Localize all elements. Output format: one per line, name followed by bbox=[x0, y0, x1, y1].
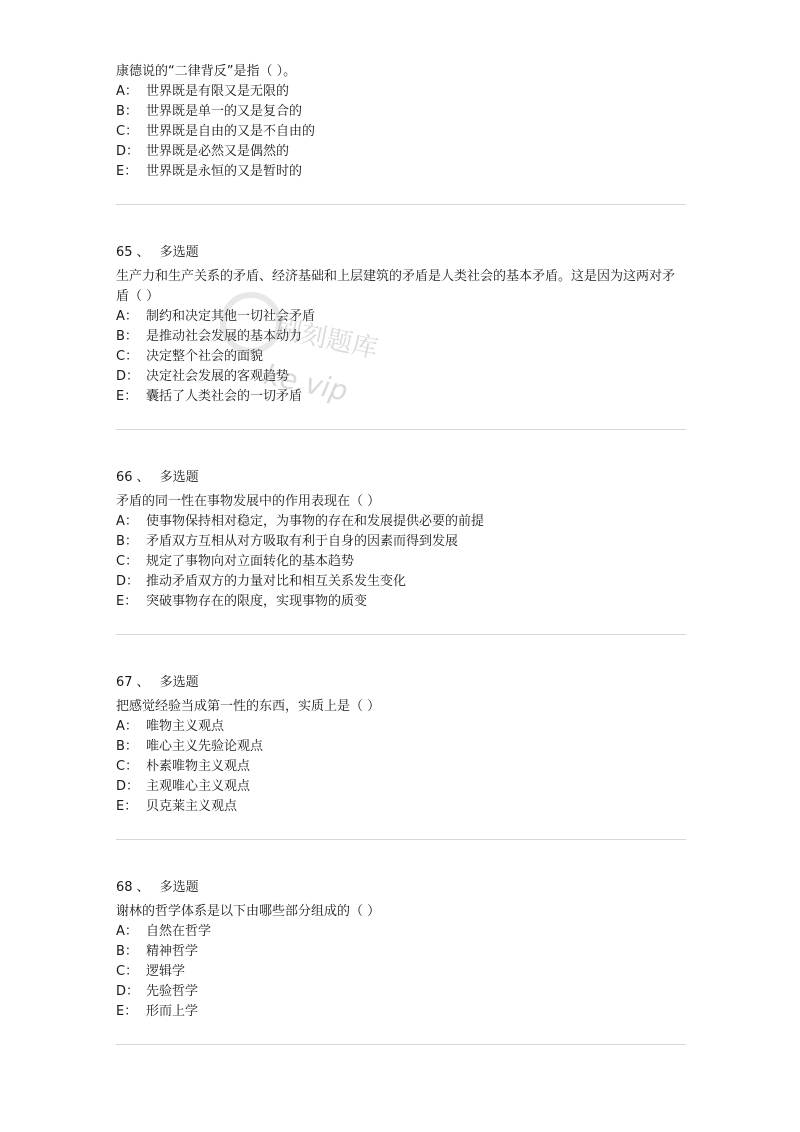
option-text: 使事物保持相对稳定，为事物的存在和发展提供必要的前提 bbox=[146, 514, 485, 529]
option-letter: E： bbox=[116, 1004, 138, 1019]
question-divider bbox=[116, 429, 686, 430]
option-text: 逻辑学 bbox=[146, 964, 186, 979]
option-letter: D： bbox=[116, 369, 140, 384]
option-text: 决定整个社会的面貌 bbox=[146, 349, 264, 364]
option-letter: E： bbox=[116, 799, 138, 814]
question-page bbox=[116, 62, 686, 1045]
question-number: 65 bbox=[116, 245, 133, 260]
option-letter: A： bbox=[116, 924, 138, 939]
option-text: 是推动社会发展的基本动力 bbox=[146, 329, 303, 344]
option-letter: A： bbox=[116, 514, 138, 529]
separator: 、 bbox=[136, 470, 150, 485]
option-d bbox=[116, 367, 686, 387]
option-text: 世界既是永恒的又是暂时的 bbox=[146, 164, 303, 179]
option-a bbox=[116, 512, 686, 532]
question-stem: 矛盾的同一性在事物发展中的作用表现在（ ） bbox=[116, 494, 381, 509]
question-divider bbox=[116, 1044, 686, 1045]
option-text: 世界既是单一的又是复合的 bbox=[146, 104, 303, 119]
option-text: 推动矛盾双方的力量对比和相互关系发生变化 bbox=[146, 574, 407, 589]
option-letter: D： bbox=[116, 144, 140, 159]
question-stem: 把感觉经验当成第一性的东西，实质上是（ ） bbox=[116, 699, 381, 714]
option-letter: B： bbox=[116, 739, 138, 754]
option-c bbox=[116, 122, 686, 142]
option-text: 形而上学 bbox=[146, 1004, 199, 1019]
option-b bbox=[116, 532, 686, 552]
option-e bbox=[116, 797, 686, 817]
question-65 bbox=[116, 243, 686, 430]
question-64 bbox=[116, 62, 686, 205]
option-letter: C： bbox=[116, 124, 139, 139]
option-c bbox=[116, 962, 686, 982]
option-d bbox=[116, 572, 686, 592]
option-d bbox=[116, 777, 686, 797]
question-stem: 康德说的“二律背反”是指（ ）。 bbox=[116, 64, 297, 79]
option-text: 世界既是必然又是偶然的 bbox=[146, 144, 290, 159]
option-text: 唯物主义观点 bbox=[146, 719, 225, 734]
option-text: 先验哲学 bbox=[146, 984, 199, 999]
option-letter: C： bbox=[116, 964, 139, 979]
option-b bbox=[116, 942, 686, 962]
option-a bbox=[116, 717, 686, 737]
question-67 bbox=[116, 673, 686, 840]
option-text: 制约和决定其他一切社会矛盾 bbox=[146, 309, 316, 324]
question-stem: 谢林的哲学体系是以下由哪些部分组成的（ ） bbox=[116, 904, 381, 919]
option-text: 矛盾双方互相从对方吸取有利于自身的因素而得到发展 bbox=[146, 534, 459, 549]
watermark-url: ke.vip bbox=[261, 358, 351, 408]
question-divider bbox=[116, 204, 686, 205]
option-d bbox=[116, 982, 686, 1002]
question-type: 多选题 bbox=[159, 675, 199, 690]
option-letter: A： bbox=[116, 84, 138, 99]
option-letter: D： bbox=[116, 779, 140, 794]
option-c bbox=[116, 552, 686, 572]
question-type: 多选题 bbox=[159, 880, 199, 895]
option-d bbox=[116, 142, 686, 162]
option-b bbox=[116, 737, 686, 757]
option-text: 世界既是有限又是无限的 bbox=[146, 84, 290, 99]
option-e bbox=[116, 162, 686, 182]
watermark-text: 刷刻题库 bbox=[272, 313, 381, 365]
option-text: 主观唯心主义观点 bbox=[146, 779, 251, 794]
option-c bbox=[116, 347, 686, 367]
question-66 bbox=[116, 468, 686, 635]
question-header bbox=[116, 243, 686, 263]
option-text: 规定了事物向对立面转化的基本趋势 bbox=[146, 554, 355, 569]
separator: 、 bbox=[136, 675, 150, 690]
option-text: 唯心主义先验论观点 bbox=[146, 739, 264, 754]
question-header bbox=[116, 468, 686, 488]
separator: 、 bbox=[136, 245, 150, 260]
option-e bbox=[116, 592, 686, 612]
question-header bbox=[116, 878, 686, 898]
option-letter: C： bbox=[116, 349, 139, 364]
question-number: 66 bbox=[116, 470, 133, 485]
option-letter: C： bbox=[116, 554, 139, 569]
question-type: 多选题 bbox=[159, 470, 199, 485]
question-divider bbox=[116, 839, 686, 840]
option-letter: B： bbox=[116, 104, 138, 119]
option-text: 自然在哲学 bbox=[146, 924, 212, 939]
option-text: 世界既是自由的又是不自由的 bbox=[146, 124, 316, 139]
question-68 bbox=[116, 878, 686, 1045]
option-text: 精神哲学 bbox=[146, 944, 199, 959]
option-b bbox=[116, 102, 686, 122]
option-letter: D： bbox=[116, 984, 140, 999]
option-text: 决定社会发展的客观趋势 bbox=[146, 369, 290, 384]
option-letter: C： bbox=[116, 759, 139, 774]
option-letter: A： bbox=[116, 309, 138, 324]
option-letter: B： bbox=[116, 534, 138, 549]
question-number: 68 bbox=[116, 880, 133, 895]
option-text: 贝克莱主义观点 bbox=[146, 799, 238, 814]
option-letter: E： bbox=[116, 164, 138, 179]
option-text: 突破事物存在的限度，实现事物的质变 bbox=[146, 594, 368, 609]
option-letter: D： bbox=[116, 574, 140, 589]
question-type: 多选题 bbox=[159, 245, 199, 260]
option-letter: A： bbox=[116, 719, 138, 734]
option-e bbox=[116, 387, 686, 407]
option-e bbox=[116, 1002, 686, 1022]
question-stem: 生产力和生产关系的矛盾、经济基础和上层建筑的矛盾是人类社会的基本矛盾。这是因为这两对矛盾（ ） bbox=[116, 269, 676, 304]
option-text: 朴素唯物主义观点 bbox=[146, 759, 251, 774]
option-b bbox=[116, 327, 686, 347]
option-a bbox=[116, 922, 686, 942]
option-letter: B： bbox=[116, 329, 138, 344]
separator: 、 bbox=[136, 880, 150, 895]
option-c bbox=[116, 757, 686, 777]
question-divider bbox=[116, 634, 686, 635]
option-letter: E： bbox=[116, 389, 138, 404]
question-header bbox=[116, 673, 686, 693]
question-number: 67 bbox=[116, 675, 133, 690]
option-a bbox=[116, 82, 686, 102]
option-text: 囊括了人类社会的一切矛盾 bbox=[146, 389, 303, 404]
option-a bbox=[116, 307, 686, 327]
option-letter: E： bbox=[116, 594, 138, 609]
option-letter: B： bbox=[116, 944, 138, 959]
